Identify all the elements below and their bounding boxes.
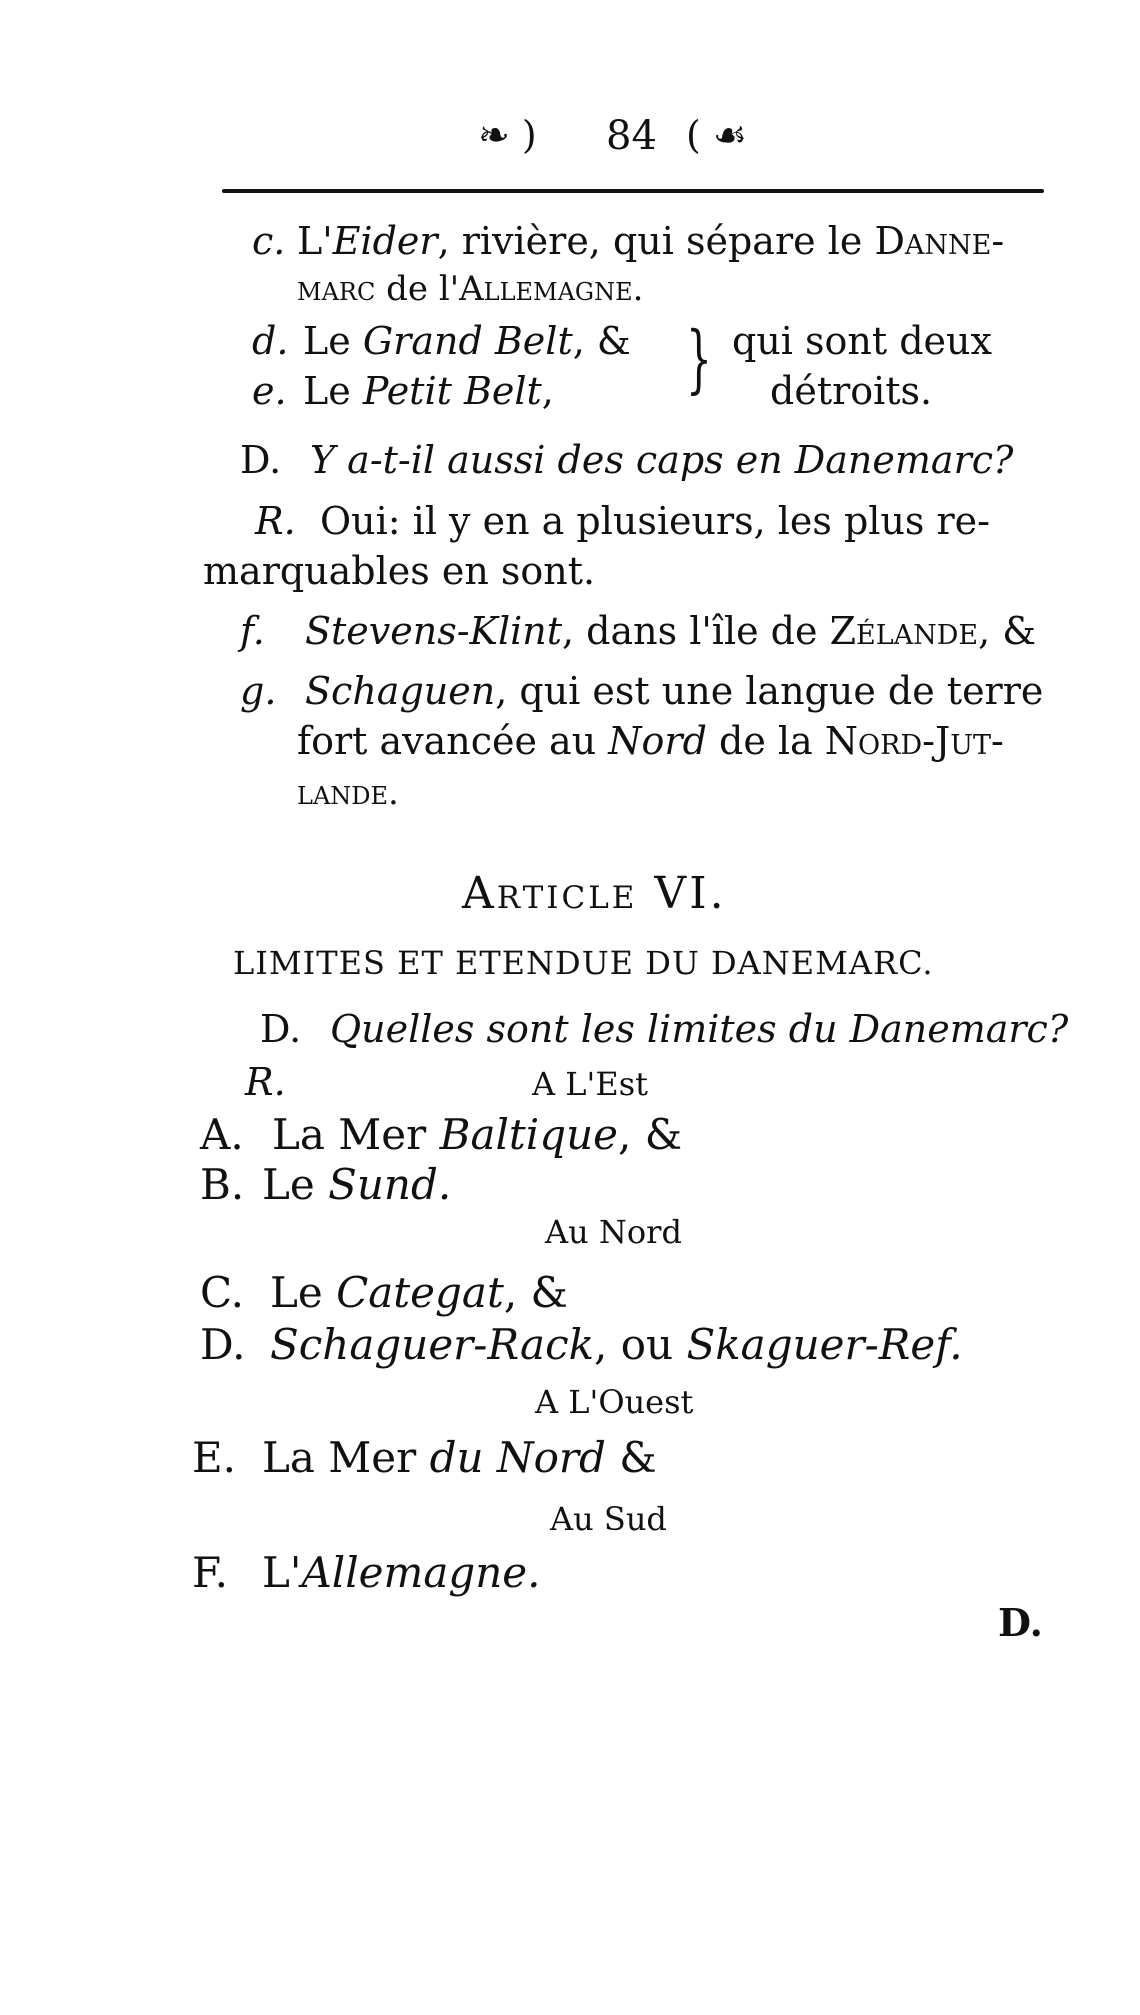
answer-letter: R. <box>245 1060 286 1104</box>
limit-text: La Mer Baltique, & <box>272 1110 683 1159</box>
question-text: Quelles sont les limites du Danemarc? <box>330 1007 1069 1051</box>
item-letter: c. <box>252 219 286 263</box>
answer-text: Oui: il y en a plusieurs, les plus re- <box>320 499 991 543</box>
item-text: Schaguen, qui est une langue de terre <box>305 669 1044 713</box>
direction-east: A L'Est <box>532 1065 648 1103</box>
limit-letter: E. <box>192 1433 237 1482</box>
limit-letter: A. <box>200 1110 244 1159</box>
article-title: Article VI. <box>462 868 727 919</box>
item-text: Le Grand Belt, & <box>303 319 631 363</box>
item-text: L'Eider, rivière, qui sépare le Danne- <box>297 219 1005 263</box>
limit-letter: D. <box>200 1320 246 1369</box>
limit-text: Le Sund. <box>262 1160 452 1209</box>
question-letter: D. <box>240 438 282 482</box>
page-number: 84 <box>606 113 657 159</box>
article-subtitle: LIMITES ET ETENDUE DU DANEMARC. <box>233 944 934 982</box>
item-text-cont: fort avancée au Nord de la Nord-Jut- <box>297 719 1004 763</box>
limit-text: La Mer du Nord & <box>262 1433 657 1482</box>
question-text: Y a-t-il aussi des caps en Danemarc? <box>310 438 1014 482</box>
header-ornament-right: ( ☙ <box>686 113 747 157</box>
limit-letter: F. <box>192 1548 228 1597</box>
limit-text: Le Categat, & <box>270 1268 568 1317</box>
brace-text-line1: qui sont deux <box>732 319 992 363</box>
answer-text-cont: marquables en sont. <box>203 549 596 593</box>
answer-letter: R. <box>255 499 296 543</box>
catchword: D. <box>998 1600 1043 1645</box>
item-letter: e. <box>252 369 287 413</box>
limit-letter: C. <box>200 1268 244 1317</box>
direction-north: Au Nord <box>545 1213 682 1251</box>
direction-south: Au Sud <box>550 1500 667 1538</box>
curly-brace: } <box>686 316 712 402</box>
direction-west: A L'Ouest <box>535 1383 694 1421</box>
item-text: Stevens-Klint, dans l'île de Zélande, & <box>305 609 1037 653</box>
item-letter: f. <box>240 609 265 653</box>
item-letter: d. <box>252 319 289 363</box>
limit-letter: B. <box>200 1160 245 1209</box>
item-text-cont: lande. <box>297 773 399 813</box>
limit-text: L'Allemagne. <box>262 1548 541 1597</box>
item-text: Le Petit Belt, <box>303 369 554 413</box>
item-text-cont: marc de l'Allemagne. <box>297 269 644 309</box>
item-letter: g. <box>240 669 277 713</box>
header-rule <box>222 189 1044 193</box>
limit-text: Schaguer-Rack, ou Skaguer-Ref. <box>270 1320 963 1369</box>
header-ornament-left: ❧ ) <box>478 113 537 157</box>
question-letter: D. <box>260 1007 302 1051</box>
brace-text-line2: détroits. <box>770 369 933 413</box>
